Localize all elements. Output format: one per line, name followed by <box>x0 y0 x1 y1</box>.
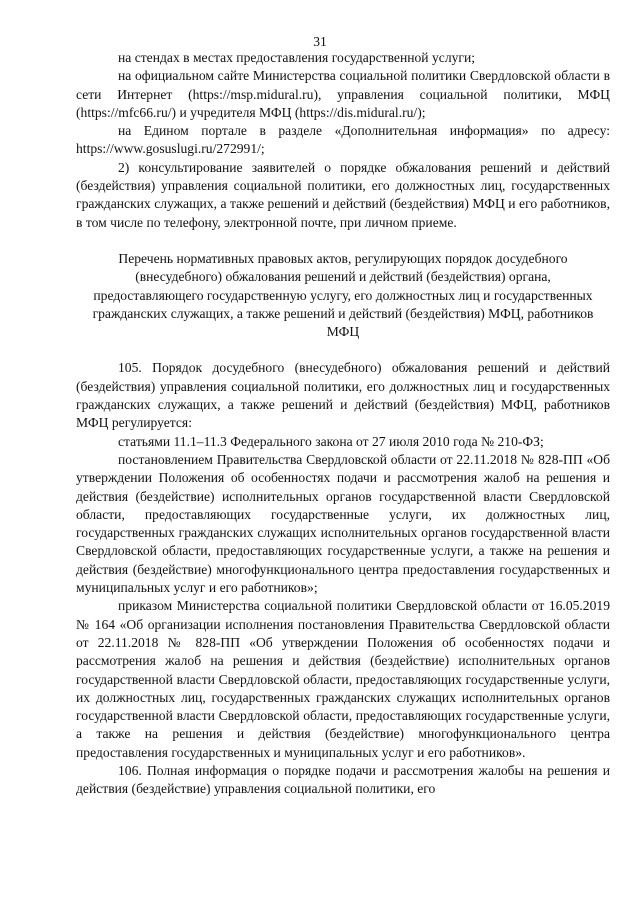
paragraph-resolution: постановлением Правительства Свердловской области от 22.11.2018 № 828-ПП «Об утверждении Положения об особенностях подачи и рассмотрения жалоб на решения и действия (бездействие) исполнительных органов государственной власти Свердловской области, предоставляющих государственные услуги, их должностных лиц, государственных гражданских служащих исполнительных органов государственной власти Свердловской области, предоставляющих государственные услуги, а также на решения и действия (бездействие) многофункционального центра предоставления государственных и муниципальных услуг и его работников»; <box>76 451 610 596</box>
paragraph-official-site: на официальном сайте Министерства социальной политики Свердловской области в сети Интернет (https://msp.midural.ru), управления социальной политики, МФЦ (https://mfc66.ru/) и учредителя МФЦ (https://dis.midural.ru/); <box>76 68 610 120</box>
paragraph-order: приказом Министерства социальной политики Свердловской области от 16.05.2019 № 164 «Об организации исполнения постановления Правительства Свердловской области от 22.11.2018 № 828-ПП «Об утверждении Положения об особенностях подачи и рассмотрения жалоб на решения и действия (бездействие) исполнительных органов государственной власти Свердловской области, предоставляющих государственные услуги, их должностных лиц, государственных гражданских служащих исполнительных органов государственной власти Свердловской области, предоставляющих государственные услуги, а также на решения и действия (бездействие) многофункционального центра предоставления государственных и муниципальных услуг и его работников». <box>76 598 610 760</box>
paragraph-unified-portal: на Едином портале в разделе «Дополнительная информация» по адресу: https://www.gosuslugi.ru/272991/; <box>76 123 610 157</box>
document-body <box>76 49 610 799</box>
paragraph-federal-law: статьями 11.1–11.3 Федерального закона от 27 июля 2010 года № 210-ФЗ; <box>118 433 544 449</box>
section-heading: Перечень нормативных правовых актов, регулирующих порядок досудебного (внесудебного) обжалования решений и действий (бездействия) органа, предоставляющего государственную услугу, его должностных лиц и государственных гражданских служащих, а также решений и действий (бездействия) МФЦ, работников МФЦ <box>92 250 594 340</box>
paragraph-106: 106. Полная информация о порядке подачи и рассмотрения жалобы на решения и действия (бездействие) управления социальной политики, его <box>76 762 610 797</box>
paragraph-stands: на стендах в местах предоставления государственной услуги; <box>118 50 476 65</box>
spacer <box>76 341 610 359</box>
paragraph-consulting: 2) консультирование заявителей о порядке обжалования решений и действий (бездействия) управления социальной политики, его должностных лиц, государственных гражданских служащих, а также решений и действий (бездействия) МФЦ и его работников, в том числе по телефону, электронной почте, при личном приеме. <box>76 159 610 230</box>
paragraph-105: 105. Порядок досудебного (внесудебного) обжалования решений и действий (бездействия) управления социальной политики, его должностных лиц и государственных гражданских служащих, а также решений и действий (бездействия) МФЦ, работников МФЦ регулируется: <box>76 360 610 431</box>
page-number: 31 <box>313 34 327 49</box>
